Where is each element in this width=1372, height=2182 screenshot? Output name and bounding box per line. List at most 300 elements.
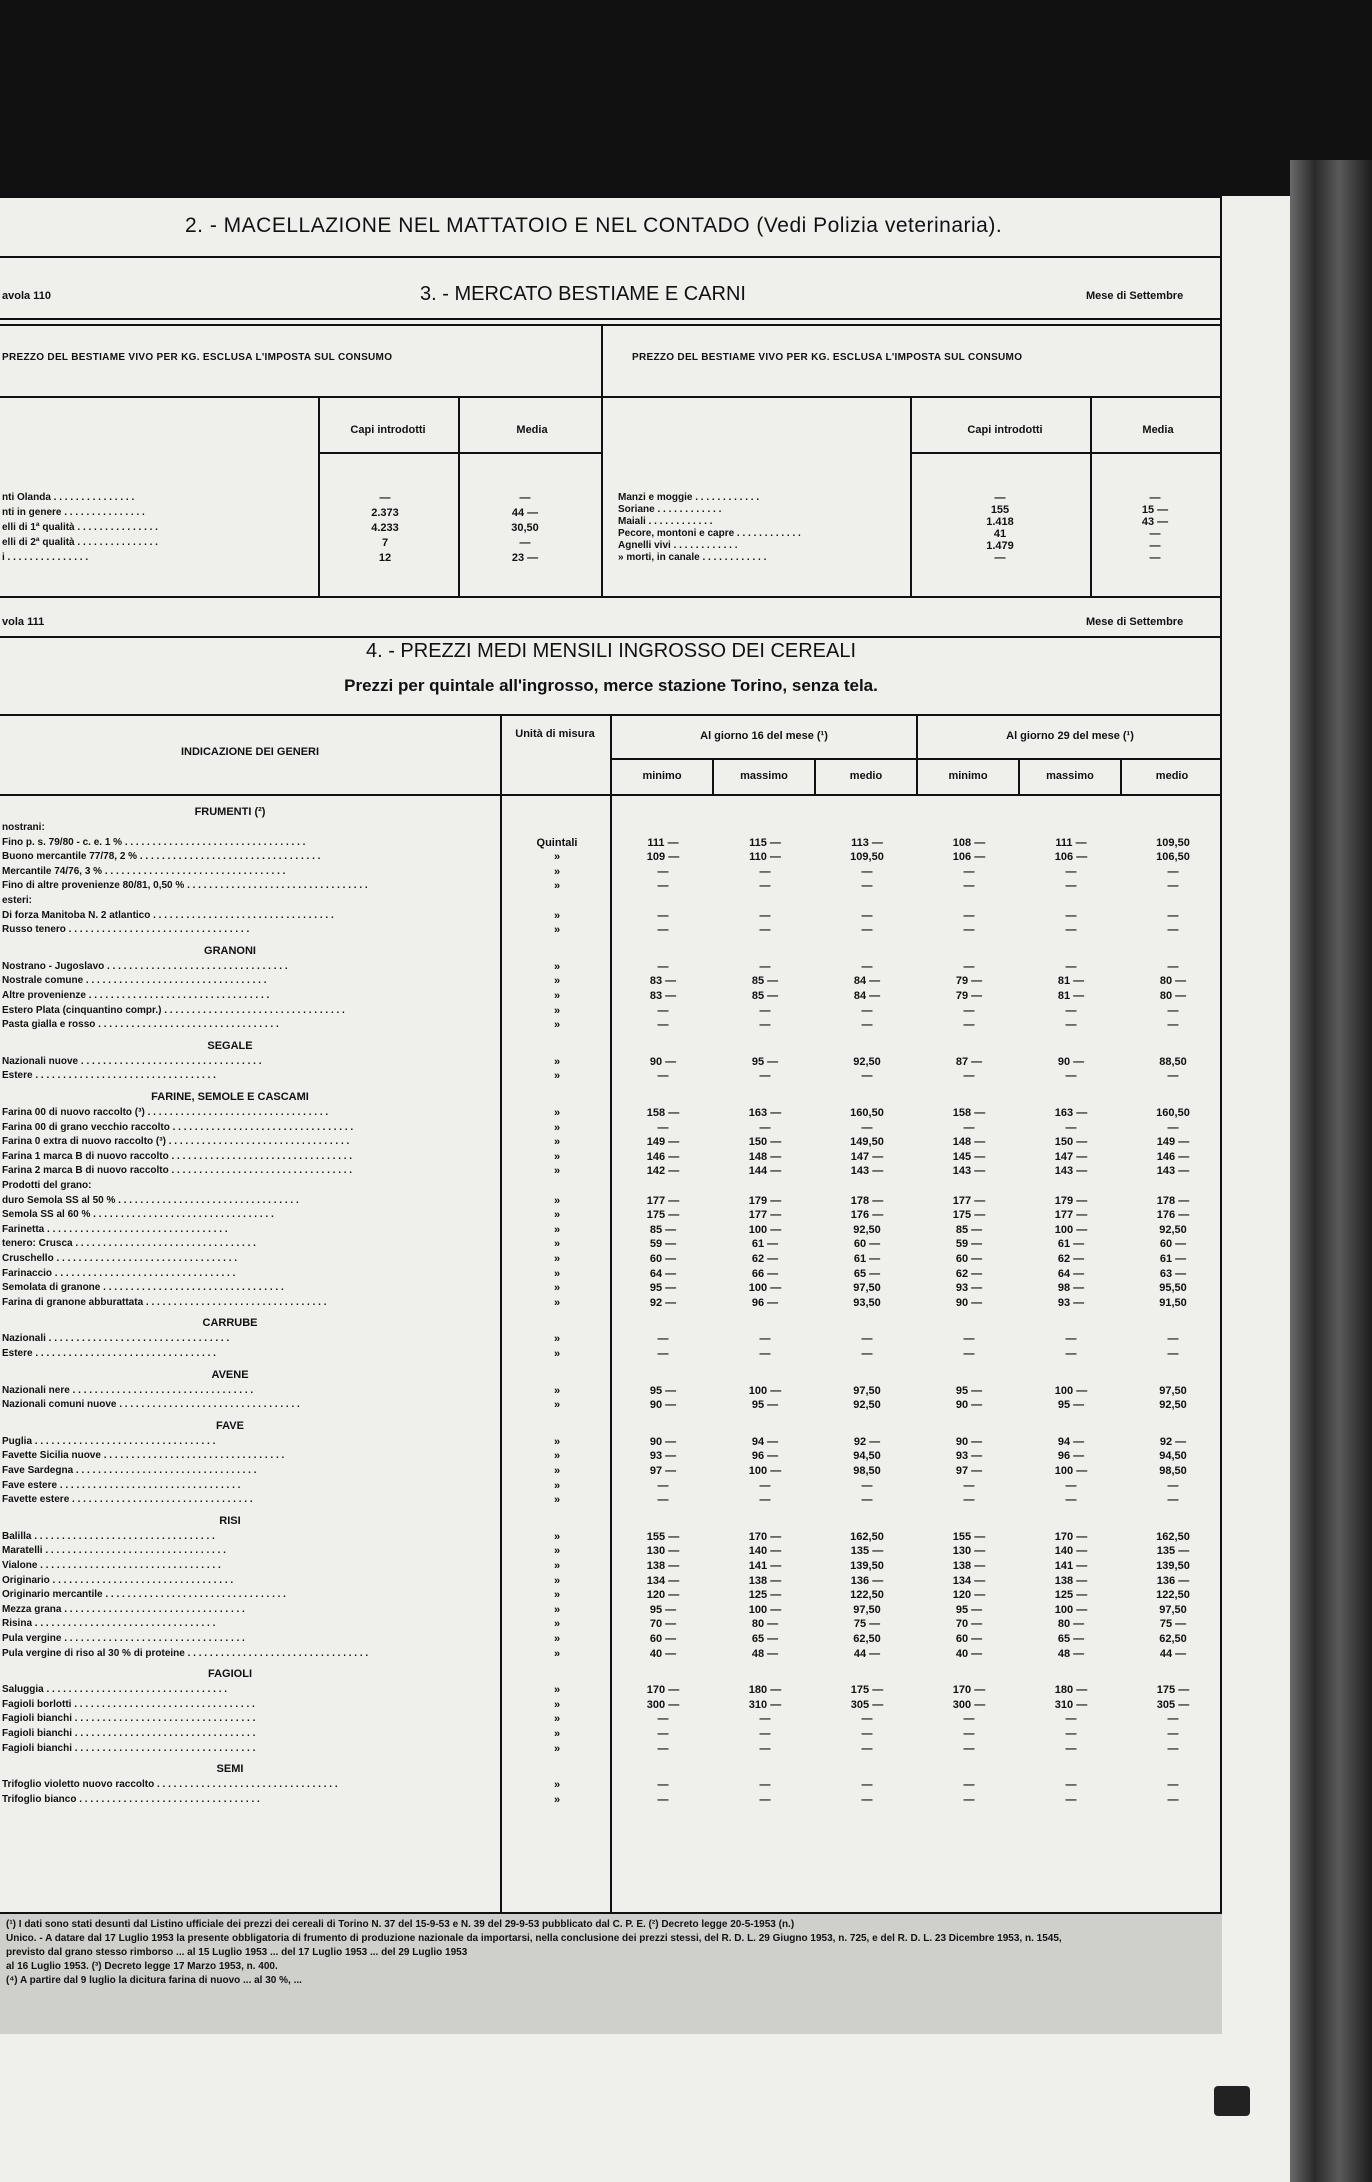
cell-value: — (1167, 1742, 1179, 1755)
cell-unit: » (553, 1713, 561, 1726)
cell-value: 158 — (646, 1107, 680, 1119)
cell-value: — (657, 1793, 669, 1806)
row-label: Farina 2 marca B di nuovo raccolto . . . . . . . . . . . . . . . . . . . . . . . . . . . . . . . . . (2, 1165, 353, 1177)
cell-value: — (861, 865, 873, 878)
cell-value: — (1167, 880, 1179, 893)
cell-value: 62 — (751, 1253, 779, 1265)
cell-unit: » (553, 1450, 561, 1463)
cell-value: — (1167, 1728, 1179, 1740)
cell-value: 140 — (748, 1545, 782, 1558)
cell-value: 100 — (748, 1384, 782, 1397)
row-label: Puglia . . . . . . . . . . . . . . . . . . . . . . . . . . . . . . . . . (2, 1435, 216, 1447)
cell-value: — (759, 1004, 771, 1017)
table-111-title: 4. - PREZZI MEDI MENSILI INGROSSO DEI CEREALI (365, 640, 857, 662)
cell-value: — (1167, 865, 1179, 878)
cell-value: — (963, 924, 975, 937)
cell-value: 60 — (955, 1253, 983, 1265)
category-heading: CARRUBE (202, 1317, 258, 1330)
cell-value: — (1065, 1742, 1077, 1755)
cell-value: — (1065, 865, 1077, 878)
cell-value: 97,50 (1159, 1603, 1187, 1616)
cell-value: 97,50 (853, 1282, 881, 1295)
cell-value: — (1065, 1479, 1077, 1492)
cell-value: 125 — (1054, 1589, 1088, 1602)
cell-unit: » (553, 909, 561, 922)
cell-unit: » (553, 1545, 561, 1558)
cell-value: 61 — (751, 1238, 779, 1251)
cell-unit: » (553, 1647, 561, 1660)
row-label: Altre provenienze . . . . . . . . . . . . . . . . . . . . . . . . . . . . . . . . . (2, 990, 270, 1001)
cell-value: — (1065, 1728, 1077, 1740)
cell-media: 30,50 (511, 522, 539, 534)
cell-value: — (1065, 1121, 1077, 1134)
category-heading: FAVE (216, 1419, 244, 1432)
cell-value: 84 — (853, 975, 881, 988)
cell-value: 140 — (1054, 1545, 1088, 1558)
cell-value: 100 — (1054, 1223, 1088, 1236)
sub-minimo-2: minimo (948, 770, 988, 782)
cell-capi: 1.418 (986, 516, 1014, 528)
divider (601, 324, 603, 596)
cell-unit: » (553, 865, 561, 878)
cell-value: — (963, 1728, 975, 1740)
cell-value: 177 — (1054, 1209, 1088, 1222)
footnote-line: (⁴) A partire dal 9 luglio la dicitura farina di nuovo ... al 30 %, ... (6, 1975, 302, 1986)
cell-value: 61 — (853, 1253, 881, 1265)
category-heading: FARINE, SEMOLE E CASCAMI (151, 1091, 309, 1103)
cell-value: — (759, 880, 771, 893)
cell-value: 83 — (649, 975, 677, 988)
cell-value: 136 — (850, 1574, 884, 1587)
cell-value: — (657, 960, 669, 973)
cell-value: 148 — (748, 1150, 782, 1163)
cell-value: 130 — (646, 1545, 680, 1558)
row-label: Originario mercantile . . . . . . . . . . . . . . . . . . . . . . . . . . . . . . . . . (2, 1589, 286, 1601)
cell-media: 23 — (511, 552, 539, 564)
cell-value: 83 — (649, 990, 677, 1002)
cell-value: 179 — (748, 1194, 782, 1207)
cell-value: — (759, 1779, 771, 1792)
cell-capi: 12 (378, 552, 392, 564)
cell-value: — (963, 1019, 975, 1032)
cell-unit: » (553, 1589, 561, 1602)
cell-unit: » (553, 1121, 561, 1134)
cell-unit: » (553, 1574, 561, 1587)
cell-value: — (1167, 1070, 1179, 1083)
cell-value: 310 — (748, 1698, 782, 1711)
category-heading: RISI (219, 1514, 241, 1527)
cell-value: — (1167, 1019, 1179, 1032)
divider (458, 396, 460, 596)
cell-value: — (657, 1494, 669, 1507)
row-label: Pula vergine . . . . . . . . . . . . . . . . . . . . . . . . . . . . . . . . . (2, 1633, 245, 1644)
cell-value: 93,50 (853, 1296, 881, 1309)
row-label: Originario . . . . . . . . . . . . . . . . . . . . . . . . . . . . . . . . . (2, 1574, 234, 1586)
row-label: Russo tenero . . . . . . . . . . . . . . . . . . . . . . . . . . . . . . . . . (2, 924, 250, 936)
cell-value: 44 — (1159, 1647, 1187, 1660)
cell-value: — (1065, 1494, 1077, 1507)
cell-value: 134 — (952, 1574, 986, 1587)
cell-value: 95,50 (1159, 1282, 1187, 1295)
row-label: Farina 00 di grano vecchio raccolto . . . . . . . . . . . . . . . . . . . . . . . . . . . . . . . . . (2, 1121, 354, 1133)
cell-value: 60 — (853, 1238, 881, 1251)
divider (610, 758, 1222, 760)
cell-value: — (657, 865, 669, 878)
cell-value: 111 — (647, 836, 679, 849)
cell-value: 62 — (1057, 1253, 1085, 1265)
cell-value: — (1065, 1004, 1077, 1017)
cell-unit: » (553, 1055, 561, 1068)
cell-value: — (963, 1742, 975, 1755)
divider (0, 636, 1222, 638)
cell-value: 95 — (649, 1603, 677, 1616)
cell-value: 147 — (1054, 1150, 1088, 1163)
row-label: Favette estere . . . . . . . . . . . . . . . . . . . . . . . . . . . . . . . . . (2, 1494, 253, 1506)
cell-value: 305 — (850, 1698, 884, 1711)
category-heading: FRUMENTI (²) (194, 806, 266, 818)
cell-value: 92,50 (853, 1055, 881, 1068)
row-label: Fagioli borlotti . . . . . . . . . . . . . . . . . . . . . . . . . . . . . . . . . (2, 1698, 255, 1710)
cell-value: — (1065, 1333, 1077, 1346)
cell-value: — (861, 909, 873, 922)
page-number-tab (1214, 2086, 1250, 2116)
cell-value: 60 — (649, 1633, 677, 1645)
cell-value: — (759, 865, 771, 878)
cell-value: — (861, 1004, 873, 1017)
cell-value: — (1167, 1004, 1179, 1017)
cell-value: 134 — (646, 1574, 680, 1587)
cell-value: 138 — (646, 1560, 680, 1572)
cell-value: — (759, 1713, 771, 1726)
cell-value: — (657, 1121, 669, 1134)
cell-value: 149 — (1156, 1136, 1190, 1149)
row-label: i . . . . . . . . . . . . . . . (2, 552, 89, 563)
cell-value: — (1065, 1713, 1077, 1726)
cell-value: 130 — (952, 1545, 986, 1558)
cell-value: 85 — (649, 1223, 677, 1236)
cell-value: 75 — (1159, 1618, 1187, 1631)
cell-value: — (1167, 1793, 1179, 1806)
cell-value: 170 — (748, 1530, 782, 1543)
row-label: elli di 2ª qualità . . . . . . . . . . . . . . . (2, 537, 158, 548)
cell-value: 95 — (1057, 1399, 1085, 1412)
sub-massimo-2: massimo (1046, 770, 1094, 782)
cell-value: — (759, 960, 771, 973)
table-111-tag: vola 111 (2, 616, 45, 628)
cell-unit: » (553, 1136, 561, 1149)
cell-value: 100 — (748, 1282, 782, 1295)
row-label: Farina 1 marca B di nuovo raccolto . . . . . . . . . . . . . . . . . . . . . . . . . . . . . . . . . (2, 1150, 353, 1162)
cell-unit: » (553, 1479, 561, 1492)
row-label: elli di 1ª qualità . . . . . . . . . . . . . . . (2, 522, 158, 533)
cell-value: 155 — (646, 1530, 680, 1543)
cell-value: 62,50 (1159, 1633, 1187, 1645)
footnote-line: previsto dal grano stesso rimborso ... al 15 Luglio 1953 ... del 17 Luglio 1953 ... del 29 Luglio 1953 (6, 1947, 468, 1958)
cell-value: 162,50 (850, 1530, 884, 1543)
cell-value: — (1167, 924, 1179, 937)
cell-value: — (759, 1728, 771, 1740)
cell-value: — (963, 1713, 975, 1726)
cell-value: — (963, 1004, 975, 1017)
cell-unit: » (553, 960, 561, 973)
cell-value: — (1065, 924, 1077, 937)
cell-unit: » (553, 1194, 561, 1207)
cell-value: 91,50 (1159, 1296, 1187, 1309)
cell-value: — (1065, 1070, 1077, 1083)
cell-value: 97,50 (853, 1384, 881, 1397)
cell-value: 143 — (850, 1165, 884, 1178)
cell-unit: » (553, 1603, 561, 1616)
cell-value: 90 — (955, 1399, 983, 1412)
cell-value: 100 — (748, 1223, 782, 1236)
table-110-right-header: PREZZO DEL BESTIAME VIVO PER KG. ESCLUSA L'IMPOSTA SUL CONSUMO (632, 352, 1023, 363)
cell-value: — (759, 1479, 771, 1492)
cell-value: — (1065, 909, 1077, 922)
cell-value: 100 — (1054, 1603, 1088, 1616)
divider (0, 396, 1222, 398)
cell-value: 97,50 (853, 1603, 881, 1616)
category-heading: SEMI (216, 1763, 244, 1776)
cell-value: — (861, 1713, 873, 1726)
cell-unit: » (553, 1150, 561, 1163)
cell-value: — (963, 1348, 975, 1360)
cell-value: 44 — (853, 1647, 881, 1660)
cell-value: — (1167, 1348, 1179, 1360)
divider (0, 596, 1222, 598)
row-label: Maratelli . . . . . . . . . . . . . . . . . . . . . . . . . . . . . . . . . (2, 1545, 226, 1557)
cell-value: 100 — (1054, 1384, 1088, 1397)
cell-value: 300 — (952, 1698, 986, 1711)
cell-value: — (861, 1348, 873, 1360)
cell-value: — (759, 909, 771, 922)
cell-value: — (1167, 1121, 1179, 1134)
cell-value: 60 — (955, 1633, 983, 1645)
cell-value: — (1167, 1333, 1179, 1346)
cell-capi: 155 (990, 504, 1010, 516)
cell-value: 178 — (850, 1194, 884, 1207)
row-label: Trifoglio bianco . . . . . . . . . . . . . . . . . . . . . . . . . . . . . . . . . (2, 1793, 260, 1805)
cell-value: 108 — (952, 836, 986, 849)
cell-value: 93 — (955, 1450, 983, 1463)
cell-value: 135 — (1156, 1545, 1190, 1558)
cell-value: 300 — (646, 1698, 680, 1711)
cell-value: — (657, 1742, 669, 1755)
cell-value: 85 — (751, 990, 779, 1002)
cell-value: 146 — (646, 1150, 680, 1163)
cell-value: 87 — (955, 1055, 983, 1068)
cell-unit: » (553, 1107, 561, 1119)
cell-value: 106 — (952, 851, 986, 864)
category-heading: AVENE (211, 1368, 249, 1381)
cell-value: 110 — (749, 851, 781, 864)
cell-value: 94 — (1057, 1435, 1085, 1448)
cell-value: 138 — (1054, 1574, 1088, 1587)
cell-value: 122,50 (850, 1589, 884, 1602)
cell-unit: » (553, 1348, 561, 1360)
footnote-line: (¹) I dati sono stati desunti dal Listino ufficiale dei prezzi dei cereali di Torino N. 37 del 15-9-53 e N. 39 del 29-9-53 pubblicato dal C. P. E. (²) Decreto legge 20-5-1953 (n.) (6, 1919, 795, 1930)
cell-value: 94,50 (1159, 1450, 1187, 1463)
divider (910, 452, 1222, 454)
cell-value: — (759, 1494, 771, 1507)
cell-unit: » (553, 1435, 561, 1448)
cell-value: — (861, 1779, 873, 1792)
cell-value: 40 — (649, 1647, 677, 1660)
divider (910, 396, 912, 596)
table-110-month: Mese di Settembre (1086, 290, 1184, 302)
cell-unit: » (553, 1494, 561, 1507)
cell-unit: » (553, 880, 561, 893)
cell-unit: » (553, 1618, 561, 1631)
cell-value: 62 — (955, 1267, 983, 1280)
divider (610, 714, 612, 1914)
row-label: Semola SS al 60 % . . . . . . . . . . . . . . . . . . . . . . . . . . . . . . . . . (2, 1209, 274, 1221)
row-label: nostrani: (2, 822, 45, 833)
cell-value: 92 — (1159, 1435, 1187, 1448)
cell-value: 92,50 (1159, 1223, 1187, 1236)
col-media-left: Media (516, 424, 548, 436)
cell-unit: » (553, 1530, 561, 1543)
cell-media: — (1149, 540, 1161, 552)
cell-value: 81 — (1057, 975, 1085, 988)
cell-value: 64 — (1057, 1267, 1085, 1280)
cell-value: 80 — (1159, 990, 1187, 1002)
row-label: Prodotti del grano: (2, 1180, 92, 1191)
cell-value: 120 — (952, 1589, 986, 1602)
cell-value: 175 — (952, 1209, 986, 1222)
cell-value: 66 — (751, 1267, 779, 1280)
table-111-subtitle: Prezzi per quintale all'ingrosso, merce stazione Torino, senza tela. (344, 676, 878, 695)
cell-value: 90 — (955, 1435, 983, 1448)
cell-unit: Quintali (536, 836, 578, 849)
cell-value: 141 — (748, 1560, 782, 1572)
cell-unit: » (553, 1728, 561, 1740)
cell-value: 92 — (649, 1296, 677, 1309)
cell-value: 48 — (751, 1647, 779, 1660)
scan-top-band (0, 0, 1372, 196)
cell-value: — (963, 880, 975, 893)
table-110-tag: avola 110 (2, 290, 51, 302)
cell-value: 64 — (649, 1267, 677, 1280)
cell-value: 163 — (748, 1107, 782, 1119)
cell-value: 146 — (1156, 1150, 1190, 1163)
cell-value: — (759, 1121, 771, 1134)
cell-value: 80 — (751, 1618, 779, 1631)
cell-value: 148 — (952, 1136, 986, 1149)
cell-media: — (1149, 492, 1161, 504)
cell-value: — (759, 1019, 771, 1032)
cell-value: 81 — (1057, 990, 1085, 1002)
divider (1090, 396, 1092, 596)
row-label: Fave estere . . . . . . . . . . . . . . . . . . . . . . . . . . . . . . . . . (2, 1479, 241, 1491)
cell-value: 97 — (955, 1465, 983, 1477)
cell-unit: » (553, 1296, 561, 1309)
cell-capi: — (994, 492, 1006, 504)
group-day-29: Al giorno 29 del mese (¹) (1006, 730, 1134, 742)
sub-medio-2: medio (1155, 770, 1189, 782)
cell-value: 160,50 (1156, 1107, 1190, 1119)
row-label: Farina 0 extra di nuovo raccolto (³) . . . . . . . . . . . . . . . . . . . . . . . . . . . . . . . . . (2, 1136, 350, 1148)
cell-value: — (1065, 880, 1077, 893)
cell-capi: — (994, 552, 1006, 564)
row-label: Nazionali . . . . . . . . . . . . . . . . . . . . . . . . . . . . . . . . . (2, 1333, 230, 1345)
cell-value: 95 — (955, 1603, 983, 1616)
cell-unit: » (553, 1004, 561, 1017)
row-label: Risina . . . . . . . . . . . . . . . . . . . . . . . . . . . . . . . . . (2, 1618, 216, 1630)
group-day-16: Al giorno 16 del mese (¹) (700, 730, 828, 742)
cell-capi: 7 (381, 537, 389, 549)
cell-value: 65 — (751, 1633, 779, 1645)
cell-value: 138 — (748, 1574, 782, 1587)
cell-value: 70 — (955, 1618, 983, 1631)
cell-value: — (759, 1793, 771, 1806)
cell-unit: » (553, 1560, 561, 1572)
divider (916, 714, 918, 794)
cell-unit: » (553, 1633, 561, 1645)
cell-media: 43 — (1141, 516, 1169, 528)
divider (318, 452, 602, 454)
cell-value: 170 — (952, 1684, 986, 1697)
row-label: Soriane . . . . . . . . . . . . (618, 504, 722, 515)
cell-value: 158 — (952, 1107, 986, 1119)
cell-value: — (861, 1742, 873, 1755)
cell-unit: » (553, 1465, 561, 1477)
cell-unit: » (553, 851, 561, 864)
divider (0, 794, 1222, 796)
cell-media: — (519, 537, 531, 549)
cell-value: — (1065, 1019, 1077, 1032)
cell-media: 44 — (511, 507, 539, 519)
col-media-right: Media (1142, 424, 1174, 436)
cell-value: — (759, 924, 771, 937)
cell-value: — (963, 1479, 975, 1492)
cell-value: — (759, 1070, 771, 1083)
cell-value: — (861, 1333, 873, 1346)
cell-value: 60 — (1159, 1238, 1187, 1251)
row-label: Estere . . . . . . . . . . . . . . . . . . . . . . . . . . . . . . . . . (2, 1070, 216, 1082)
cell-value: — (657, 1728, 669, 1740)
row-label: Fagioli bianchi . . . . . . . . . . . . . . . . . . . . . . . . . . . . . . . . . (2, 1742, 256, 1754)
cell-value: 94,50 (853, 1450, 881, 1463)
cell-value: — (657, 1713, 669, 1726)
cell-value: — (657, 1333, 669, 1346)
cell-value: 90 — (955, 1296, 983, 1309)
cell-unit: » (553, 1684, 561, 1697)
cell-value: 163 — (1054, 1107, 1088, 1119)
cell-value: 179 — (1054, 1194, 1088, 1207)
cell-value: 106 — (1054, 851, 1088, 864)
row-label: Saluggia . . . . . . . . . . . . . . . . . . . . . . . . . . . . . . . . . (2, 1684, 228, 1696)
footnote-line: al 16 Luglio 1953. (³) Decreto legge 17 Marzo 1953, n. 400. (6, 1961, 278, 1972)
divider (318, 396, 320, 596)
cell-value: 144 — (748, 1165, 782, 1178)
cell-value: — (657, 1479, 669, 1492)
cell-value: 141 — (1054, 1560, 1088, 1572)
col-capi-right: Capi introdotti (967, 424, 1043, 436)
row-label: Favette Sicilia nuove . . . . . . . . . . . . . . . . . . . . . . . . . . . . . . . . . (2, 1450, 285, 1462)
cell-unit: » (553, 1223, 561, 1236)
cell-value: — (657, 880, 669, 893)
cell-value: 88,50 (1159, 1055, 1187, 1068)
cell-value: 177 — (952, 1194, 986, 1207)
row-label: Fino p. s. 79/80 - c. e. 1 % . . . . . . . . . . . . . . . . . . . . . . . . . . . . . . . . . (2, 836, 306, 848)
cell-value: 85 — (955, 1223, 983, 1236)
row-label: Pecore, montoni e capre . . . . . . . . . . . . (618, 528, 801, 539)
cell-value: — (1065, 1793, 1077, 1806)
cell-value: 109,50 (850, 851, 884, 864)
cell-value: — (963, 1333, 975, 1346)
cell-value: 109 — (646, 851, 680, 864)
cell-value: 139,50 (850, 1560, 884, 1572)
